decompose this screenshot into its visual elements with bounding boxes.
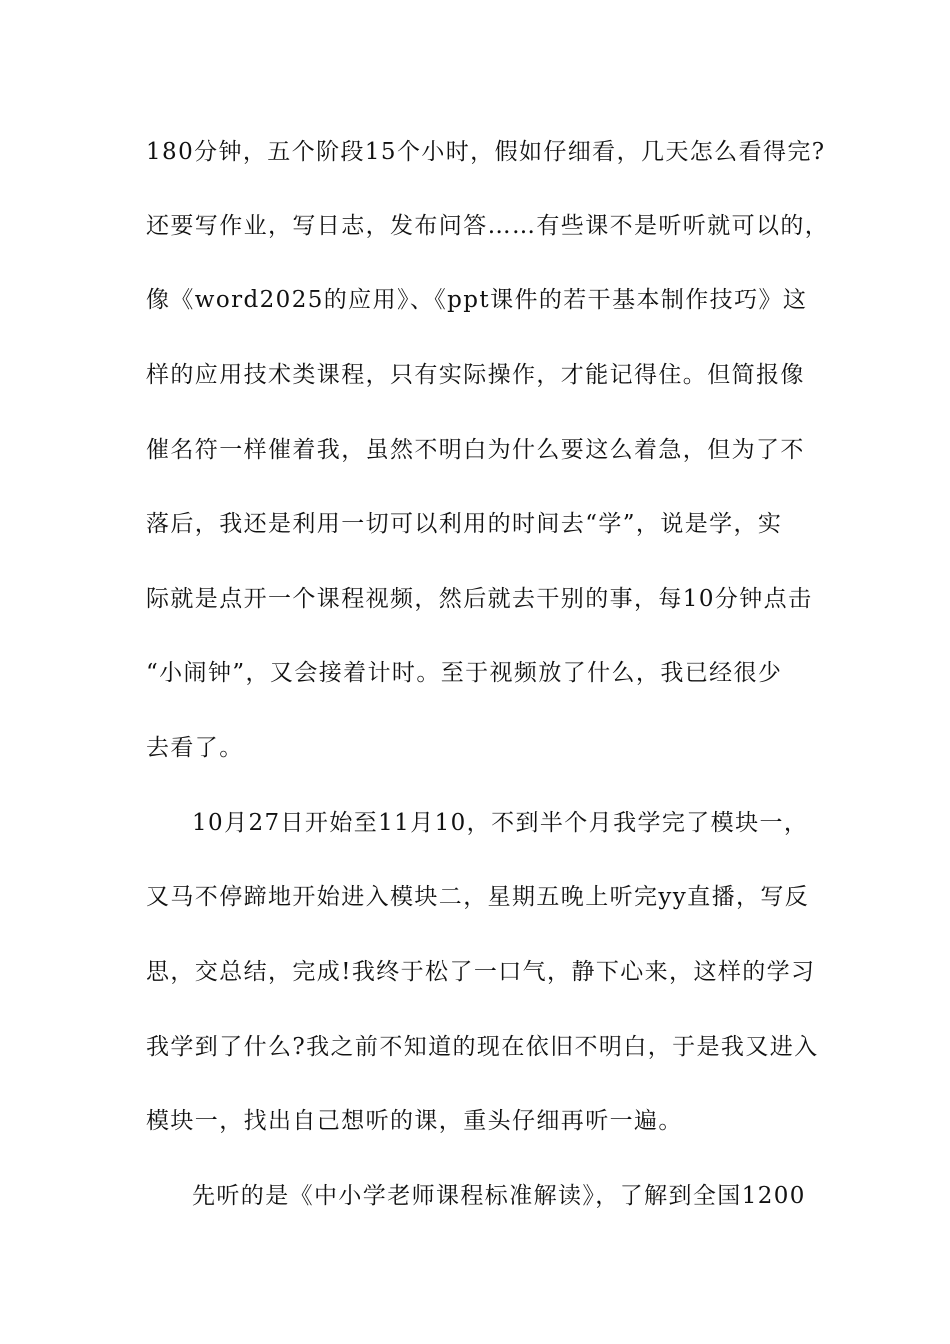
text-line: 思，交总结，完成!我终于松了一口气，静下心来，这样的学习 [146, 959, 816, 985]
text-line: 又马不停蹄地开始进入模块二，星期五晚上听完yy直播，写反 [146, 884, 810, 910]
text-line: 像《word2025的应用》、《ppt课件的若干基本制作技巧》这 [146, 287, 808, 313]
text-line: 我学到了什么?我之前不知道的现在依旧不明白，于是我又进入 [146, 1034, 819, 1060]
text-line: 还要写作业，写日志，发布问答……有些课不是听听就可以的， [146, 213, 830, 239]
text-line: 际就是点开一个课程视频，然后就去干别的事，每10分钟点击 [146, 586, 813, 612]
text-line: 样的应用技术类课程，只有实际操作，才能记得住。但简报像 [146, 362, 805, 388]
text-line: 落后，我还是利用一切可以利用的时间去“学”，说是学，实 [146, 511, 783, 537]
text-line: 去看了。 [146, 735, 244, 761]
text-line: 催名符一样催着我，虽然不明白为什么要这么着急，但为了不 [146, 437, 805, 463]
paragraph-first-line: 先听的是《中小学老师课程标准解读》，了解到全国1200 [192, 1183, 806, 1209]
text-line: 模块一，找出自己想听的课，重头仔细再听一遍。 [146, 1108, 683, 1134]
text-line: “小闹钟”，又会接着计时。至于视频放了什么，我已经很少 [146, 660, 783, 686]
paragraph-first-line: 10月27日开始至11月10，不到半个月我学完了模块一， [192, 810, 809, 836]
text-line: 180分钟，五个阶段15个小时，假如仔细看，几天怎么看得完? [146, 139, 826, 165]
